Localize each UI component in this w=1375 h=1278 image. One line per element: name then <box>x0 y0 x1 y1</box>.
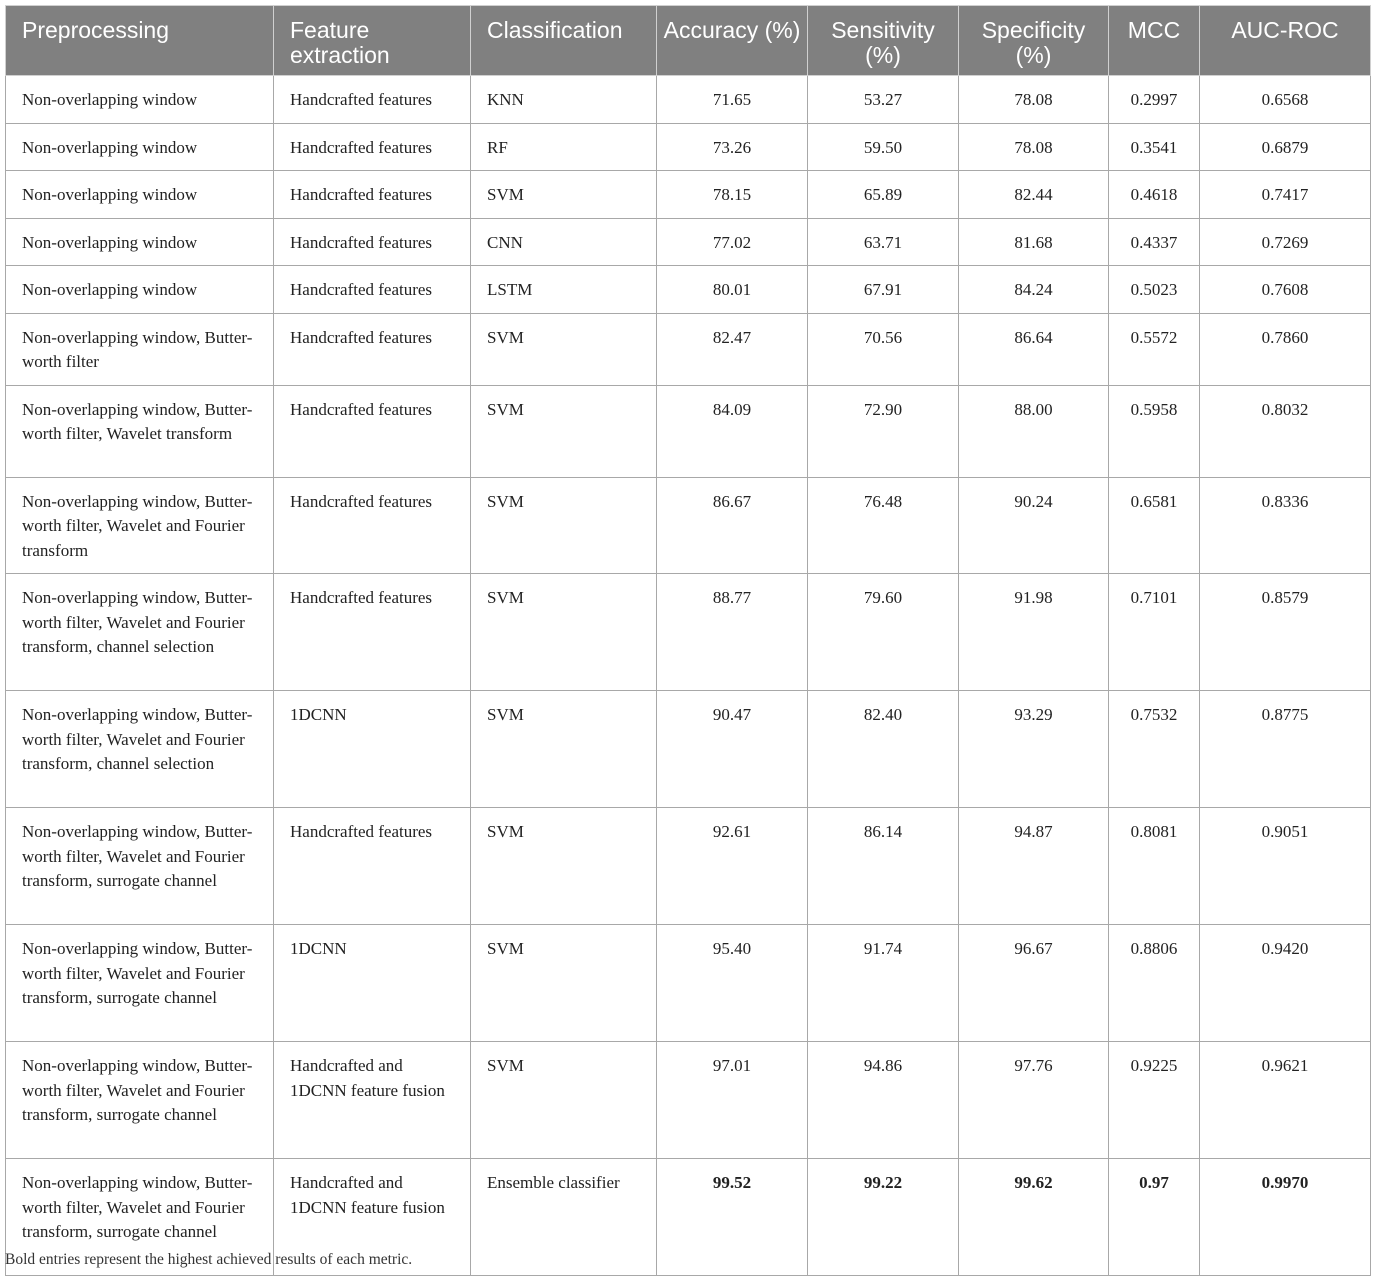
table-row <box>6 574 1371 691</box>
table-row <box>6 385 1371 477</box>
cell-classification: Ensemble classifier <box>471 1159 657 1276</box>
cell-mcc: 0.2997 <box>1109 76 1200 124</box>
header-preprocessing: Preprocessing <box>6 6 274 76</box>
cell-feature-extraction: Handcrafted features <box>274 574 471 691</box>
cell-classification: SVM <box>471 313 657 385</box>
cell-accuracy: 86.67 <box>657 477 808 574</box>
cell-mcc: 0.7532 <box>1109 691 1200 808</box>
cell-accuracy-best: 99.52 <box>657 1159 808 1276</box>
cell-specificity: 91.98 <box>959 574 1109 691</box>
cell-sensitivity: 67.91 <box>808 266 959 314</box>
cell-classification: SVM <box>471 808 657 925</box>
header-feature-extraction: Feature extraction <box>274 6 471 76</box>
cell-mcc: 0.4618 <box>1109 171 1200 219</box>
cell-preprocessing: Non-overlapping window, Butter-worth filter, Wavelet and Fourier transform, surrogate channel <box>6 808 274 925</box>
table-row <box>6 691 1371 808</box>
cell-classification: SVM <box>471 385 657 477</box>
cell-accuracy: 95.40 <box>657 925 808 1042</box>
cell-feature-extraction: Handcrafted features <box>274 123 471 171</box>
table-row <box>6 171 1371 219</box>
cell-preprocessing: Non-overlapping window, Butter-worth filter, Wavelet and Fourier transform, surrogate channel <box>6 1159 274 1276</box>
cell-feature-extraction: Handcrafted features <box>274 171 471 219</box>
header-accuracy: Accuracy (%) <box>657 6 808 76</box>
cell-specificity: 86.64 <box>959 313 1109 385</box>
cell-accuracy: 82.47 <box>657 313 808 385</box>
cell-mcc: 0.6581 <box>1109 477 1200 574</box>
cell-mcc: 0.4337 <box>1109 218 1200 266</box>
cell-classification: LSTM <box>471 266 657 314</box>
cell-mcc: 0.3541 <box>1109 123 1200 171</box>
cell-sensitivity: 79.60 <box>808 574 959 691</box>
cell-mcc: 0.9225 <box>1109 1042 1200 1159</box>
cell-sensitivity: 91.74 <box>808 925 959 1042</box>
cell-classification: CNN <box>471 218 657 266</box>
cell-sensitivity: 76.48 <box>808 477 959 574</box>
cell-preprocessing: Non-overlapping window, Butter-worth filter, Wavelet and Fourier transform <box>6 477 274 574</box>
table-row <box>6 76 1371 124</box>
cell-accuracy: 90.47 <box>657 691 808 808</box>
cell-mcc: 0.8081 <box>1109 808 1200 925</box>
cell-classification: SVM <box>471 925 657 1042</box>
table-row <box>6 1042 1371 1159</box>
cell-classification: KNN <box>471 76 657 124</box>
cell-classification: SVM <box>471 171 657 219</box>
cell-feature-extraction: Handcrafted and 1DCNN feature fusion <box>274 1042 471 1159</box>
cell-sensitivity: 82.40 <box>808 691 959 808</box>
cell-auc-roc: 0.9051 <box>1200 808 1371 925</box>
cell-specificity: 84.24 <box>959 266 1109 314</box>
cell-preprocessing: Non-overlapping window, Butter-worth filter, Wavelet and Fourier transform, channel selection <box>6 691 274 808</box>
cell-auc-roc: 0.9621 <box>1200 1042 1371 1159</box>
cell-feature-extraction: Handcrafted features <box>274 313 471 385</box>
cell-sensitivity: 94.86 <box>808 1042 959 1159</box>
cell-auc-roc: 0.9420 <box>1200 925 1371 1042</box>
cell-preprocessing: Non-overlapping window <box>6 218 274 266</box>
cell-specificity: 97.76 <box>959 1042 1109 1159</box>
header-mcc: MCC <box>1109 6 1200 76</box>
header-auc-roc: AUC-ROC <box>1200 6 1371 76</box>
cell-mcc-best: 0.97 <box>1109 1159 1200 1276</box>
cell-accuracy: 73.26 <box>657 123 808 171</box>
cell-accuracy: 88.77 <box>657 574 808 691</box>
header-row <box>6 6 1371 76</box>
cell-sensitivity: 72.90 <box>808 385 959 477</box>
cell-specificity-best: 99.62 <box>959 1159 1109 1276</box>
cell-classification: SVM <box>471 477 657 574</box>
cell-feature-extraction: Handcrafted features <box>274 218 471 266</box>
table-row <box>6 925 1371 1042</box>
cell-auc-roc: 0.6879 <box>1200 123 1371 171</box>
cell-specificity: 82.44 <box>959 171 1109 219</box>
cell-feature-extraction: 1DCNN <box>274 925 471 1042</box>
table-row <box>6 313 1371 385</box>
cell-auc-roc-best: 0.9970 <box>1200 1159 1371 1276</box>
cell-classification: SVM <box>471 1042 657 1159</box>
cell-auc-roc: 0.8579 <box>1200 574 1371 691</box>
cell-classification: RF <box>471 123 657 171</box>
cell-preprocessing: Non-overlapping window, Butter-worth filter, Wavelet and Fourier transform, surrogate channel <box>6 925 274 1042</box>
results-table-container <box>5 5 1370 1276</box>
cell-preprocessing: Non-overlapping window, Butter-worth filter, Wavelet and Fourier transform, surrogate channel <box>6 1042 274 1159</box>
cell-specificity: 96.67 <box>959 925 1109 1042</box>
cell-auc-roc: 0.6568 <box>1200 76 1371 124</box>
cell-mcc: 0.7101 <box>1109 574 1200 691</box>
cell-sensitivity: 70.56 <box>808 313 959 385</box>
cell-sensitivity: 53.27 <box>808 76 959 124</box>
cell-auc-roc: 0.8336 <box>1200 477 1371 574</box>
cell-accuracy: 84.09 <box>657 385 808 477</box>
cell-auc-roc: 0.7860 <box>1200 313 1371 385</box>
cell-specificity: 78.08 <box>959 123 1109 171</box>
cell-auc-roc: 0.8775 <box>1200 691 1371 808</box>
cell-preprocessing: Non-overlapping window <box>6 76 274 124</box>
cell-sensitivity: 65.89 <box>808 171 959 219</box>
cell-accuracy: 77.02 <box>657 218 808 266</box>
cell-classification: SVM <box>471 691 657 808</box>
cell-feature-extraction: Handcrafted features <box>274 266 471 314</box>
cell-accuracy: 97.01 <box>657 1042 808 1159</box>
table-row <box>6 266 1371 314</box>
cell-specificity: 81.68 <box>959 218 1109 266</box>
cell-auc-roc: 0.8032 <box>1200 385 1371 477</box>
cell-sensitivity: 86.14 <box>808 808 959 925</box>
cell-feature-extraction: 1DCNN <box>274 691 471 808</box>
cell-accuracy: 71.65 <box>657 76 808 124</box>
cell-sensitivity: 63.71 <box>808 218 959 266</box>
cell-sensitivity-best: 99.22 <box>808 1159 959 1276</box>
cell-specificity: 94.87 <box>959 808 1109 925</box>
header-classification: Classification <box>471 6 657 76</box>
cell-mcc: 0.8806 <box>1109 925 1200 1042</box>
table-row <box>6 218 1371 266</box>
table-row <box>6 477 1371 574</box>
table-row <box>6 808 1371 925</box>
cell-preprocessing: Non-overlapping window <box>6 123 274 171</box>
cell-classification: SVM <box>471 574 657 691</box>
header-specificity: Specificity (%) <box>959 6 1109 76</box>
cell-feature-extraction: Handcrafted features <box>274 76 471 124</box>
cell-feature-extraction: Handcrafted features <box>274 385 471 477</box>
cell-feature-extraction: Handcrafted and 1DCNN feature fusion <box>274 1159 471 1276</box>
cell-preprocessing: Non-overlapping window, Butter-worth filter, Wavelet and Fourier transform, channel selection <box>6 574 274 691</box>
cell-preprocessing: Non-overlapping window, Butter-worth filter, Wavelet transform <box>6 385 274 477</box>
cell-accuracy: 78.15 <box>657 171 808 219</box>
cell-mcc: 0.5572 <box>1109 313 1200 385</box>
table-row <box>6 123 1371 171</box>
header-sensitivity: Sensitivity (%) <box>808 6 959 76</box>
cell-accuracy: 92.61 <box>657 808 808 925</box>
cell-specificity: 88.00 <box>959 385 1109 477</box>
cell-mcc: 0.5958 <box>1109 385 1200 477</box>
cell-specificity: 93.29 <box>959 691 1109 808</box>
cell-auc-roc: 0.7417 <box>1200 171 1371 219</box>
cell-sensitivity: 59.50 <box>808 123 959 171</box>
cell-specificity: 90.24 <box>959 477 1109 574</box>
cell-preprocessing: Non-overlapping window, Butter-worth filter <box>6 313 274 385</box>
cell-auc-roc: 0.7269 <box>1200 218 1371 266</box>
cell-auc-roc: 0.7608 <box>1200 266 1371 314</box>
cell-accuracy: 80.01 <box>657 266 808 314</box>
cell-preprocessing: Non-overlapping window <box>6 171 274 219</box>
cell-feature-extraction: Handcrafted features <box>274 808 471 925</box>
cell-preprocessing: Non-overlapping window <box>6 266 274 314</box>
cell-specificity: 78.08 <box>959 76 1109 124</box>
cell-mcc: 0.5023 <box>1109 266 1200 314</box>
table-footnote: Bold entries represent the highest achieved results of each metric. <box>5 1251 413 1268</box>
results-table <box>5 5 1371 1276</box>
cell-feature-extraction: Handcrafted features <box>274 477 471 574</box>
